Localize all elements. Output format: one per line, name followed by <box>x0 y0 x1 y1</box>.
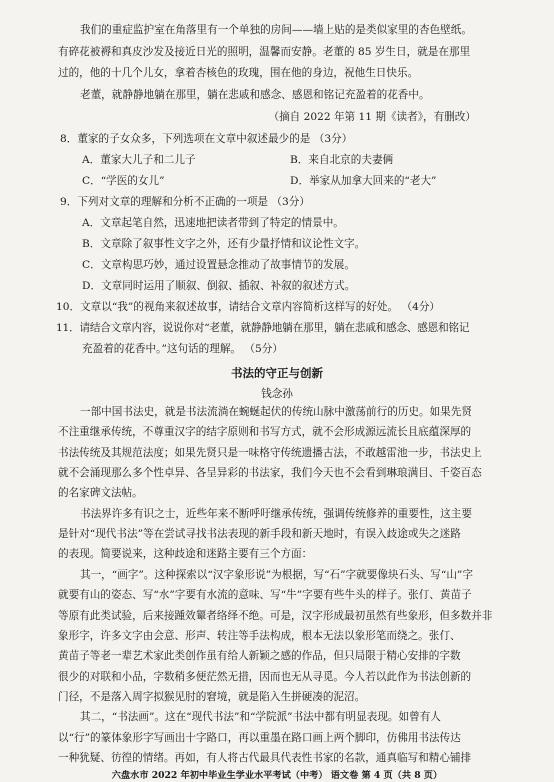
article-line: 其二，“书法画”。这在“现代书法”和“学院派”书法中都有明显表现。如曾有人 <box>80 711 441 724</box>
article-line: 书法传统及其规范法度；如果先贤只是一味格守传统遗播古法，不敢越雷池一步，书法史上 <box>58 446 482 459</box>
passage-line-4: 老董，就静静地躺在那里，躺在悲戚和感念、感恩和铭记充盈着的花香中。 <box>80 89 430 101</box>
article-line: 一部中国书法史，就是书法流淌在蜿蜒起伏的传统山脉中激荡前行的历史。如果先贤 <box>80 406 472 418</box>
article-line: 黄苗子等老一辈艺术家此类创作虽有给人新颖之感的作品，但只局限于精心安排的字数 <box>58 650 461 663</box>
question-8-stem: 8．董家的子女众多，下列选项在文章中叙述最少的是 （3分） <box>60 133 353 145</box>
article-line: 象形字，许多文字由会意、形声、转注等手法构成，根本无法以象形笔而绕之。张仃、 <box>58 629 461 642</box>
article-line: 的表现。简要说来，这种歧途和迷路主要有三个方面： <box>58 548 313 561</box>
article-title: 书法的守正与创新 <box>231 366 323 380</box>
question-8-option-c: C．“学医的女儿” <box>82 175 165 187</box>
question-11-line-2: 充盈着的花香中。”这句话的理解。 （5分） <box>82 343 283 355</box>
question-10: 10．文章以“我”的视角来叙述故事，请结合文章内容简析这样写的好处。 （4分） <box>56 301 441 313</box>
page-footer: 六盘水市 2022 年初中毕业生学业水平考试（中考） 语文卷 第 4 页（共 8 页） <box>111 770 443 781</box>
article-line: 的名家碑文法帖。 <box>58 487 143 500</box>
article-line: 就不会涌现那么多个性卓异、各呈异彩的书法家，我们今天也不会看到琳琅满目、千姿百态 <box>58 467 482 480</box>
article-line: 一种犹疑、彷徨的情绪。再如，有人将古代最具代表性书家的名款，通真临写和精心铺排 <box>58 752 472 764</box>
question-9-option-d: D．文章同时运用了顺叙、倒叙、插叙、补叙的叙述方式。 <box>82 280 356 292</box>
article-line: 以“行”的篆体象形字写画出十字路口，再以重墨在路口画上两个脚印，仿佛用书法传达 <box>58 731 461 744</box>
question-9-option-a: A．文章起笔自然，迅速地把读者带到了特定的情景中。 <box>82 217 344 229</box>
article-line: 不注重继承传统，不尊重汉字的结字原则和书写方式，就不会形成源远流长且底蕴深厚的 <box>58 426 472 439</box>
article-author: 钱念孙 <box>261 388 293 400</box>
question-9-option-b: B．文章除了叙事性文字之外，还有少量抒情和议论性文字。 <box>82 238 366 250</box>
question-8-option-b: B．来自北京的夫妻俩 <box>290 154 394 166</box>
question-8-option-a: A．董家大儿子和二儿子 <box>82 154 196 166</box>
question-11-line-1: 11．请结合文章内容，说说你对“老董，就静静地躺在那里，躺在悲戚和感念、感恩和铭记 <box>56 322 470 334</box>
passage-line-2: 有碎花被褥和真皮沙发及接近日光的照明，温馨而安静。老董的 85 岁生日，就是在那里 <box>58 46 471 58</box>
passage-line-3: 过的，他的十几个儿女，拿着杏核色的玫瑰，围在他的身边，祝他生日快乐。 <box>58 67 419 79</box>
question-8-option-d: D．举家从加拿大回来的“老大” <box>290 175 437 187</box>
question-9-stem: 9．下列对文章的理解和分析不正确的一项是 （3分） <box>60 196 310 208</box>
source-note: （摘自 2022 年第 11 期《读者》，有删改） <box>268 111 476 123</box>
article-line: 等原有此类试验，后来接踵效颦者络绎不绝。可是，汉字形成最初虽然有些象形，但多数并非 <box>58 609 493 622</box>
article-line: 书法界许多有识之士，近些年来不断呼吁继承传统，强调传统修养的重要性，这主要 <box>80 507 472 520</box>
article-line: 很少的对联和小品，字数稍多便茫然无措，因而也无从寻觅。今人若以此作为书法创新的 <box>58 670 472 683</box>
passage-line-1: 我们的重症监护室在角落里有一个单独的房间——墙上贴的是类似家里的杏色壁纸。 <box>80 24 472 36</box>
article-line: 是针对“现代书法”等在尝试寻找书法表现的新手段和新天地时，有误入歧途或失之迷路 <box>58 528 461 541</box>
article-line: 其一，“画字”。这种探索以“汉字象形说”为根据，写“石”字就要像块石头、写“山”字 <box>80 568 473 581</box>
article-line: 就要有山的姿态、写“水”字要有水流的意味、写“牛”字要有些牛头的样子。张仃、黄苗子 <box>58 589 472 602</box>
article-line: 门径，不是落入周字拟猴见肘的窘境，就是陷入生拼硬凑的泥沼。 <box>58 690 366 703</box>
question-9-option-c: C．文章构思巧妙，通过设置悬念推动了故事情节的发展。 <box>82 259 355 271</box>
